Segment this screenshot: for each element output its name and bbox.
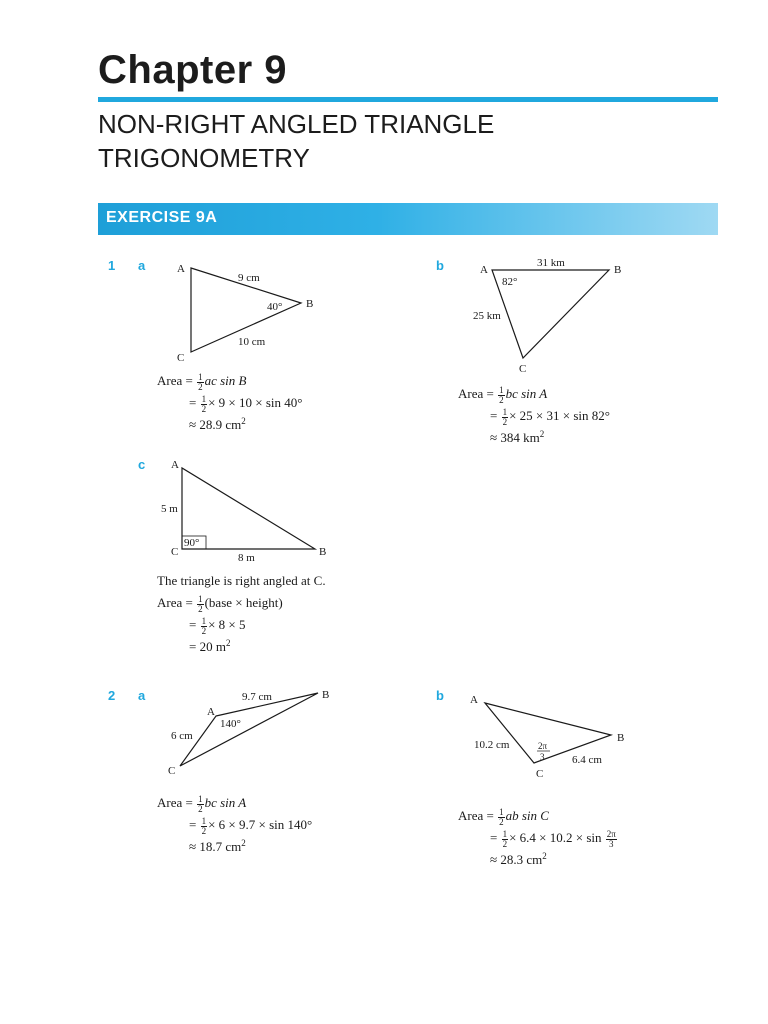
working-1c: The triangle is right angled at C. Area = $\frac{1}{2}$ (base × height) = $\frac{1}{2}$ × 8 × 5 = 20 $m^2$ [157,570,326,658]
result: ≈ 28.3 cm [490,852,543,867]
vertex-a: A [470,694,478,706]
question-1b-label: b [436,258,444,273]
half-fraction: $\frac{1}{2}$ [201,393,207,414]
vertex-c: C [168,765,176,777]
vertex-a: A [177,263,185,275]
working-1b: Area = $\frac{1}{2}$ bc sin A = $\frac{1}{2}$ × 25 × 31 × sin 82° ≈ 384 $km^2$ [458,384,610,445]
result: = 20 m [189,639,226,654]
half-fraction: $\frac{1}{2}$ [198,793,203,814]
substitution: × 6 × 9.7 × sin 140° [208,817,313,832]
question-2b-label: b [436,688,444,703]
formula: (base × height) [204,595,283,610]
working-1a: Area = $\frac{1}{2}$ ac sin B = $\frac{1}{2}$ × 9 × 10 × sin 40° ≈ 28.9 $cm^2$ [157,371,303,432]
chapter-title: Chapter 9 [98,48,287,92]
formula: ab sin C [505,808,549,823]
working-2a: Area = $\frac{1}{2}$ bc sin A = $\frac{1}{2}$ × 6 × 9.7 × sin 140° ≈ 18.7 $cm^2$ [157,793,313,854]
question-1a-label: a [138,258,146,273]
vertex-b: B [306,298,314,310]
formula: ac sin B [204,373,247,388]
angle-c-denominator: 3 [540,752,545,762]
question-1c-label: c [138,457,146,472]
result: ≈ 18.7 cm [189,839,242,854]
angle-b-label: 40° [267,301,283,313]
question-2a-label: a [138,688,146,703]
angle-a-label: 140° [220,718,241,730]
half-fraction: $\frac{1}{2}$ [499,806,504,827]
angle-fraction: $\frac{2\pi}{3}$ [606,828,616,849]
area-label: Area = [157,795,197,810]
substitution: × 9 × 10 × sin 40° [208,395,303,410]
angle-a-label: 82° [502,276,518,288]
vertex-b: B [617,732,625,744]
question-2-number: 2 [108,688,116,703]
substitution: × 6.4 × 10.2 × sin [509,830,602,845]
vertex-a: A [207,706,215,718]
side-ab-label: 9.7 cm [242,691,272,703]
half-fraction: $\frac{1}{2}$ [499,384,504,405]
subtitle-line-1: NON-RIGHT ANGLED TRIANGLE [98,109,495,139]
side-cb-label: 6.4 cm [572,754,602,766]
side-ac-label: 25 km [473,310,501,322]
substitution: × 8 × 5 [208,617,246,632]
vertex-b: B [319,546,327,558]
half-fraction: $\frac{1}{2}$ [198,371,203,392]
result: ≈ 384 km [490,430,540,445]
vertex-a: A [171,459,179,471]
vertex-c: C [171,546,179,558]
area-label: Area = [458,386,498,401]
vertex-a: A [480,264,488,276]
result: ≈ 28.9 cm [189,417,242,432]
formula: bc sin A [204,795,247,810]
exercise-label: EXERCISE 9A [106,209,218,226]
half-fraction: $\frac{1}{2}$ [198,593,203,614]
subtitle-line-2: TRIGONOMETRY [98,143,310,173]
question-1-number: 1 [108,258,116,273]
vertex-c: C [536,768,544,780]
area-label: Area = [157,373,197,388]
half-fraction: $\frac{1}{2}$ [201,815,207,836]
side-cb-label: 8 m [238,552,255,564]
angle-c-label: 90° [184,537,200,549]
working-2b: Area = $\frac{1}{2}$ ab sin C = $\frac{1}{2}$ × 6.4 × 10.2 × sin $\frac{2\pi}{3}$ ≈ 28.3 $cm^2$ [458,806,616,867]
vertex-b: B [614,264,622,276]
area-label: Area = [157,595,197,610]
angle-c-numerator: 2π [538,741,548,751]
right-angle-note: The triangle is right angled at C. [157,573,326,588]
vertex-c: C [177,352,185,364]
half-fraction: $\frac{1}{2}$ [502,406,508,427]
substitution: × 25 × 31 × sin 82° [509,408,610,423]
vertex-b: B [322,689,330,701]
side-ac-label: 5 m [161,503,178,515]
area-label: Area = [458,808,498,823]
half-fraction: $\frac{1}{2}$ [502,828,508,849]
side-ab-label: 9 cm [238,272,260,284]
side-bc-label: 10 cm [238,336,266,348]
side-ac-label: 10.2 cm [474,739,510,751]
vertex-c: C [519,363,527,375]
half-fraction: $\frac{1}{2}$ [201,615,207,636]
side-ab-label: 31 km [537,257,565,269]
side-ac-label: 6 cm [171,730,193,742]
formula: bc sin A [505,386,548,401]
